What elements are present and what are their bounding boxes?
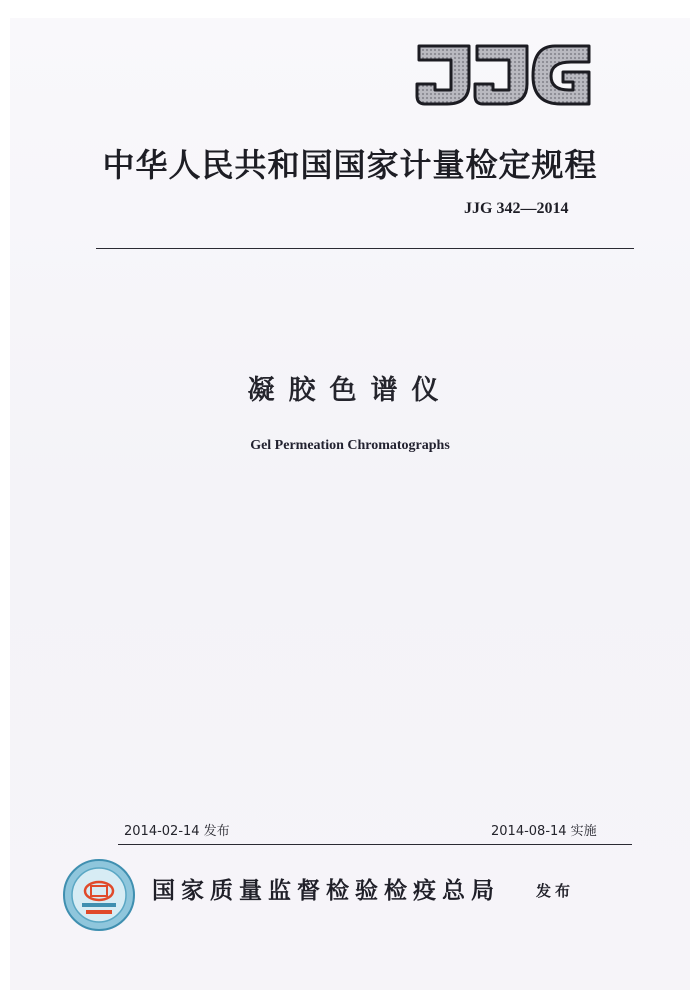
footer-divider — [118, 844, 632, 845]
subject-title-en: Gel Permeation Chromatographs — [250, 438, 450, 453]
subject-title-cn: 凝胶色谱仪 — [247, 375, 453, 406]
jjg-logo-icon — [413, 40, 593, 110]
scan-margin-top — [0, 0, 700, 18]
implementation-date: 2014-08-14 实施 — [491, 824, 597, 839]
header-divider — [96, 248, 634, 249]
issue-date: 2014-02-14 发布 — [124, 824, 230, 839]
publisher-name: 国家质量监督检验检疫总局 — [152, 877, 500, 904]
regulation-title: 中华人民共和国国家计量检定规程 — [102, 146, 598, 184]
publisher-suffix: 发布 — [536, 882, 575, 900]
standard-code: JJG 342—2014 — [464, 200, 569, 217]
anti-counterfeit-seal-icon — [62, 858, 136, 932]
